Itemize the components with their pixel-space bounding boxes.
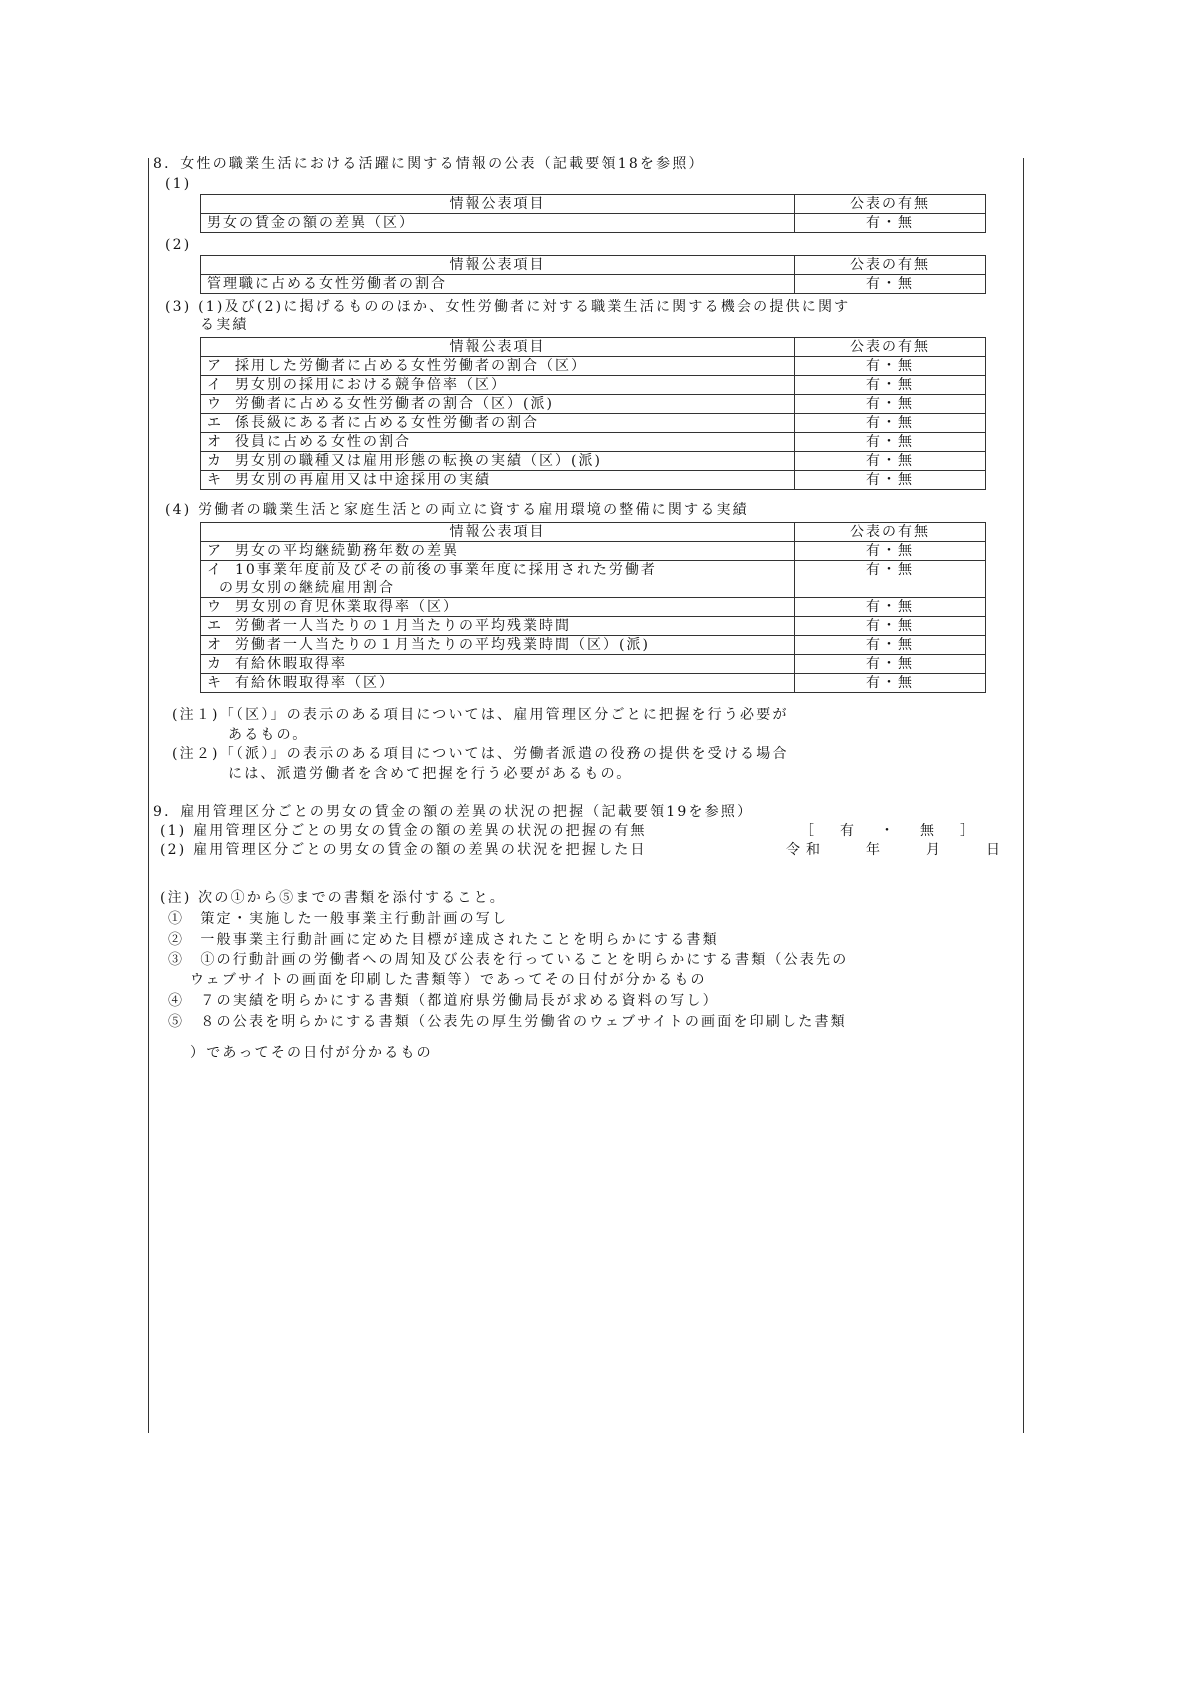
item-text: 労働者に占める女性労働者の割合（区）(派) [235, 396, 554, 412]
item-cell [201, 561, 795, 598]
header-status: 公表の有無 [795, 256, 986, 275]
header-item: 情報公表項目 [201, 338, 795, 357]
item-mark: ア [207, 543, 223, 559]
attachment-item: ④ ７の実績を明らかにする書類（都道府県労働局長が求める資料の写し） [168, 993, 719, 1009]
table-row [201, 395, 986, 414]
table-sub1 [200, 194, 986, 233]
header-status: 公表の有無 [795, 195, 986, 214]
item-text: 有給休暇取得率 [235, 656, 347, 672]
attachment-item: ⑤ ８の公表を明らかにする書類（公表先の厚生労働省のウェブサイトの画面を印刷した書類 [168, 1014, 847, 1030]
item-text: 労働者一人当たりの１月当たりの平均残業時間（区）(派) [235, 637, 650, 653]
attachment-item: ③ ①の行動計画の労働者への周知及び公表を行っていることを明らかにする書類（公表先の [168, 952, 849, 968]
section9-item1: (1) 雇用管理区分ごとの男女の賃金の額の差異の状況の把握の有無 [160, 823, 647, 839]
table-sub3 [200, 337, 986, 490]
item-cell [201, 617, 795, 636]
header-item: 情報公表項目 [201, 195, 795, 214]
status-choice[interactable]: 有・無 [795, 214, 986, 233]
item-text: 役員に占める女性の割合 [235, 434, 411, 450]
item-mark: エ [207, 415, 223, 431]
table-row [201, 376, 986, 395]
sub3-label-cont: る実績 [200, 317, 249, 333]
table-row [201, 617, 986, 636]
item-cell [201, 636, 795, 655]
table-row [201, 414, 986, 433]
table-header-row [201, 523, 986, 542]
attachment-item-cont: ）であってその日付が分かるもの [190, 1045, 433, 1061]
item-text: 労働者一人当たりの１月当たりの平均残業時間 [235, 618, 571, 634]
table-header-row [201, 338, 986, 357]
table-header-row [201, 195, 986, 214]
attachment-item: ① 策定・実施した一般事業主行動計画の写し [168, 911, 509, 927]
item-cell [201, 452, 795, 471]
item-text: 係長級にある者に占める女性労働者の割合 [235, 415, 539, 431]
table-row [201, 636, 986, 655]
sub1-label: (1) [165, 176, 192, 192]
item-mark: キ [207, 472, 223, 488]
status-choice[interactable]: 有・無 [795, 561, 986, 598]
item-text: 男女の賃金の額の差異（区） [207, 215, 415, 231]
item-text: 有給休暇取得率（区） [235, 675, 395, 691]
table-sub4 [200, 522, 986, 693]
item-cell [201, 414, 795, 433]
status-choice[interactable]: 有・無 [795, 357, 986, 376]
item-cell [201, 674, 795, 693]
item-mark: ウ [207, 599, 223, 615]
header-item: 情報公表項目 [201, 256, 795, 275]
item-text: 採用した労働者に占める女性労働者の割合（区） [235, 358, 587, 374]
item-cell [201, 275, 795, 294]
table-row [201, 471, 986, 490]
status-choice[interactable]: 有・無 [795, 452, 986, 471]
attachments-note: (注) 次の①から⑤までの書類を添付すること。 [160, 890, 506, 906]
status-choice[interactable]: 有・無 [795, 414, 986, 433]
item-mark: オ [207, 434, 223, 450]
status-choice[interactable]: 有・無 [795, 655, 986, 674]
table-row [201, 452, 986, 471]
table-row [201, 561, 986, 598]
item-mark: イ [207, 377, 223, 393]
item-text: 男女別の採用における競争倍率（区） [235, 377, 507, 393]
status-choice[interactable]: 有・無 [795, 395, 986, 414]
table-row [201, 598, 986, 617]
item-mark: ア [207, 358, 223, 374]
table-row [201, 433, 986, 452]
item-cell [201, 433, 795, 452]
status-choice[interactable]: 有・無 [795, 617, 986, 636]
item-mark: カ [207, 453, 223, 469]
note1-cont: あるもの。 [228, 727, 309, 743]
item-text: 男女の平均継続勤務年数の差異 [235, 543, 459, 559]
sub2-label: (2) [165, 237, 192, 253]
item-text: 男女別の再雇用又は中途採用の実績 [235, 472, 491, 488]
status-choice[interactable]: 有・無 [795, 275, 986, 294]
item-cell [201, 542, 795, 561]
header-status: 公表の有無 [795, 338, 986, 357]
note2: (注２)「（派）」の表示のある項目については、労働者派遣の役務の提供を受ける場合 [172, 746, 789, 762]
item-mark: イ [207, 562, 223, 578]
section8-heading: 8．女性の職業生活における活躍に関する情報の公表（記載要領18を参照） [153, 156, 705, 172]
note2-cont: には、派遣労働者を含めて把握を行う必要があるもの。 [228, 766, 633, 782]
item-mark: カ [207, 656, 223, 672]
note1: (注１)「（区）」の表示のある項目については、雇用管理区分ごとに把握を行う必要が [172, 707, 789, 723]
item-text: 男女別の育児休業取得率（区） [235, 599, 459, 615]
item-text: 10事業年度前及びその前後の事業年度に採用された労働者 [235, 562, 657, 578]
attachment-item: ② 一般事業主行動計画に定めた目標が達成されたことを明らかにする書類 [168, 932, 719, 948]
item-cell [201, 214, 795, 233]
table-sub2 [200, 255, 986, 294]
item-mark: オ [207, 637, 223, 653]
status-choice[interactable]: 有・無 [795, 433, 986, 452]
status-choice[interactable]: 有・無 [795, 542, 986, 561]
table-row [201, 214, 986, 233]
status-choice[interactable]: 有・無 [795, 674, 986, 693]
sub3-label: (3) (1)及び(2)に掲げるもののほか、女性労働者に対する職業生活に関する機会の提供に関す [165, 299, 851, 315]
table-row [201, 357, 986, 376]
wage-gap-grasp-choice[interactable]: ［ 有 ・ 無 ］ [800, 823, 980, 839]
header-status: 公表の有無 [795, 523, 986, 542]
item-mark: ウ [207, 396, 223, 412]
table-header-row [201, 256, 986, 275]
status-choice[interactable]: 有・無 [795, 598, 986, 617]
item-text: 男女別の職種又は雇用形態の転換の実績（区）(派) [235, 453, 602, 469]
section9-heading: 9．雇用管理区分ごとの男女の賃金の額の差異の状況の把握（記載要領19を参照） [153, 804, 754, 820]
item-mark: エ [207, 618, 223, 634]
item-cell [201, 598, 795, 617]
header-item: 情報公表項目 [201, 523, 795, 542]
item-cell [201, 395, 795, 414]
table-row [201, 542, 986, 561]
item-cell [201, 357, 795, 376]
item-cell [201, 471, 795, 490]
table-row [201, 655, 986, 674]
item-cell [201, 376, 795, 395]
table-row [201, 674, 986, 693]
status-choice[interactable]: 有・無 [795, 376, 986, 395]
item-text-cont: の男女別の継続雇用割合 [219, 580, 395, 596]
sub4-label: (4) 労働者の職業生活と家庭生活との両立に資する雇用環境の整備に関する実績 [165, 502, 749, 518]
status-choice[interactable]: 有・無 [795, 636, 986, 655]
table-row [201, 275, 986, 294]
item-cell [201, 655, 795, 674]
status-choice[interactable]: 有・無 [795, 471, 986, 490]
grasp-date-field[interactable]: 令和 年 月 日 [786, 842, 1006, 858]
section9-item2: (2) 雇用管理区分ごとの男女の賃金の額の差異の状況を把握した日 [160, 842, 647, 858]
attachment-item-cont: ウェブサイトの画面を印刷した書類等）であってその日付が分かるもの [190, 972, 707, 988]
item-text: 管理職に占める女性労働者の割合 [207, 276, 447, 292]
item-mark: キ [207, 675, 223, 691]
